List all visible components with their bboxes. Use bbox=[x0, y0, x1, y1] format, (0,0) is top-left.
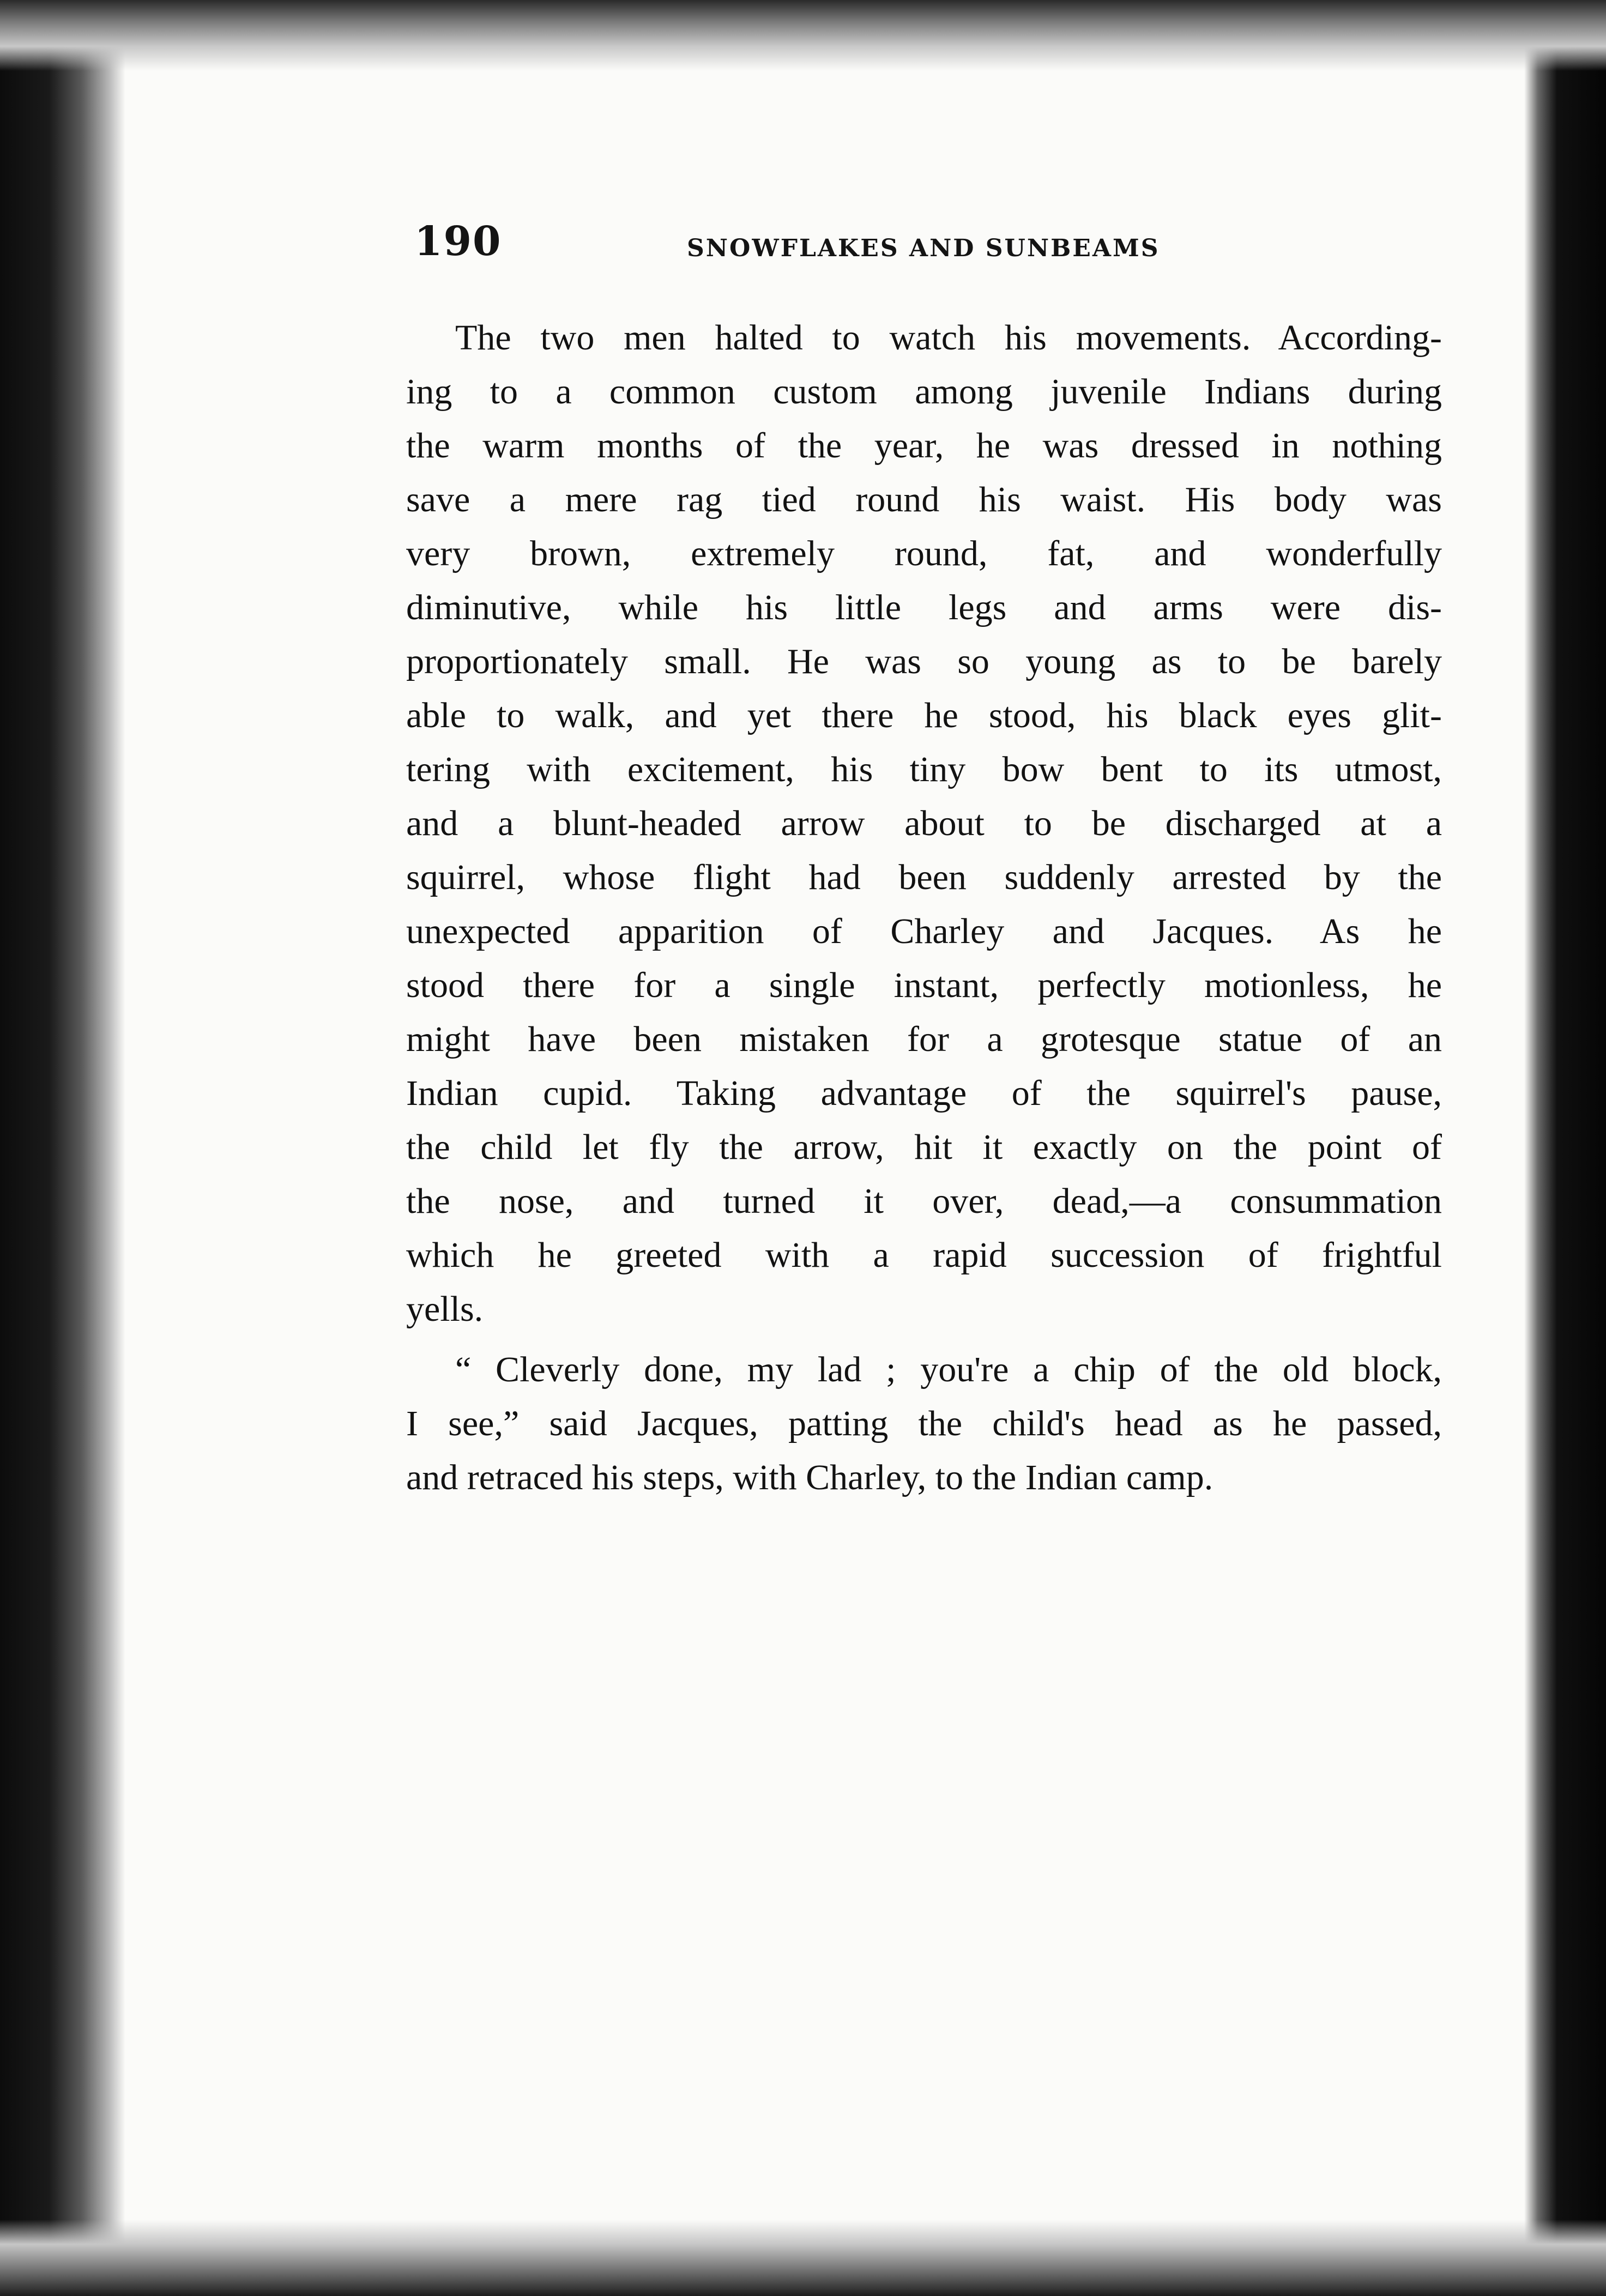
text-line: and a blunt-headed arrow about to be discharged at a bbox=[406, 803, 1442, 843]
text-line: might have been mistaken for a grotesque statue of an bbox=[406, 1019, 1442, 1059]
text-line: Indian cupid. Taking advantage of the squirrel's pause, bbox=[406, 1073, 1442, 1113]
text-line: very brown, extremely round, fat, and wonderfully bbox=[406, 534, 1442, 573]
text-line: the child let fly the arrow, hit it exactly on the point of bbox=[406, 1127, 1442, 1167]
text-line: squirrel, whose flight had been suddenly arrested by the bbox=[406, 857, 1442, 897]
running-head: SNOWFLAKES AND SUNBEAMS bbox=[687, 234, 1160, 262]
text-line: ing to a common custom among juvenile Indians during bbox=[406, 372, 1442, 412]
text-line: “ Cleverly done, my lad ; you're a chip of the old block, bbox=[455, 1350, 1442, 1389]
text-line: stood there for a single instant, perfectly motionless, he bbox=[406, 965, 1442, 1005]
text-line: yells. bbox=[406, 1289, 484, 1329]
scan-edge-left bbox=[0, 0, 125, 2296]
text-line: The two men halted to watch his movements. According- bbox=[455, 318, 1442, 358]
text-line: diminutive, while his little legs and arms were dis- bbox=[406, 588, 1442, 627]
text-line: I see,” said Jacques, patting the child's head as he passed, bbox=[406, 1404, 1442, 1443]
scan-edge-right bbox=[1524, 0, 1606, 2296]
scan-edge-bottom bbox=[0, 2220, 1606, 2296]
text-line: tering with excitement, his tiny bow bent to its utmost, bbox=[406, 750, 1442, 789]
paragraph-1 bbox=[406, 311, 1442, 1336]
scan-edge-top bbox=[0, 0, 1606, 71]
text-line: which he greeted with a rapid succession of frightful bbox=[406, 1235, 1442, 1275]
page-header bbox=[414, 218, 1445, 283]
text-line: able to walk, and yet there he stood, his black eyes glit- bbox=[406, 696, 1442, 735]
text-line: save a mere rag tied round his waist. His body was bbox=[406, 480, 1442, 519]
text-line: unexpected apparition of Charley and Jacques. As he bbox=[406, 911, 1442, 951]
text-line: the nose, and turned it over, dead,—a consummation bbox=[406, 1181, 1442, 1221]
text-line: the warm months of the year, he was dressed in nothing bbox=[406, 426, 1442, 466]
body-text bbox=[406, 311, 1442, 1505]
text-line: proportionately small. He was so young as to be barely bbox=[406, 642, 1442, 681]
text-line: and retraced his steps, with Charley, to the Indian camp. bbox=[406, 1458, 1213, 1497]
paragraph-2 bbox=[406, 1343, 1442, 1505]
page-number: 190 bbox=[414, 218, 502, 265]
